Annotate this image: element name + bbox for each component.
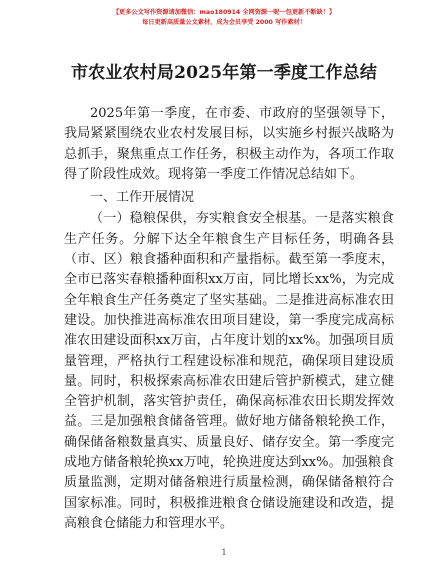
document-body (64, 104, 394, 534)
promo-banner-line-1: 【更多公文写作资源请加微信：mao180914 全网资源一呢一包更新不断缺！】 (112, 9, 336, 16)
page-number: 1 (221, 548, 227, 557)
document-title: 市农业农村局2025年第一季度工作总结 (70, 63, 378, 83)
intro-paragraph: 2025年第一季度，在市委、市政府的坚强领导下，我局紧紧围绕农业农村发展目标，以实施乡村振兴战略为总抓手，聚焦重点工作任务，积极主动作为，各项工作取得了阶段性成效。现将第一季度工作情况总结如下。 (64, 106, 394, 182)
section-heading: 一、工作开展情况 (90, 190, 195, 206)
body-paragraph: （一）稳粮保供，夯实粮食安全根基。一是落实粮食生产任务。分解下达全年粮食生产目标任务，明确各县（市、区）粮食播种面积和产量指标。截至第一季度末，全市已落实春粮播种面积xx万亩，同比增长xx%，为完成全年粮食生产任务奠定了坚实基础。二是推进高标准农田建设。加快推进高标准农田项目建设，第一季度完成高标准农田建设面积xx万亩，占年度计划的xx%。加强项目质量管理，严格执行工程建设标准和规范，确保项目建设质量。同时，积极探索高标准农田建后管护新模式，建立健全管护机制，落实管护责任，确保高标准农田长期发挥效益。三是加强粮食储备管理。做好地方储备粮轮换工作，确保储备粮数量真实、质量良好、储存安全。第一季度完成地方储备粮轮换xx万吨，轮换进度达到xx%。加强粮食质量监测，定期对储备粮进行质量检测，确保储备粮符合国家标准。同时，积极推进粮食仓储设施建设和改造，提高粮食仓储能力和管理水平。 (64, 211, 394, 531)
promo-banner (0, 8, 448, 28)
promo-banner-line-2: 每日更新高质量公文素材，成为会员享受 2000 写作素材！ (142, 19, 306, 26)
